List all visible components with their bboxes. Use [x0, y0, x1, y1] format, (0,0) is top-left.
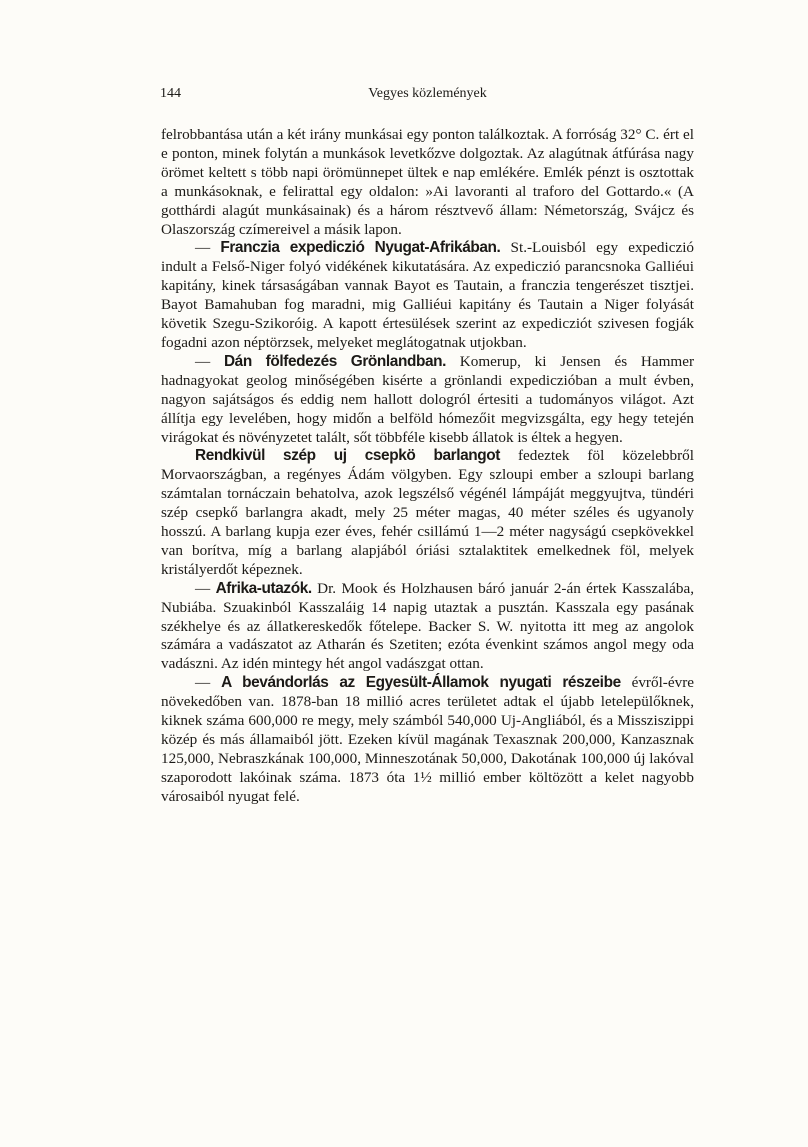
paragraph-africa-travellers	[161, 580, 694, 675]
paragraph-dash: —	[195, 579, 216, 597]
paragraph-immigration	[161, 674, 694, 806]
paragraph-text: felrobbantása után a két irány munkásai egy ponton találkoztak. A forróság 32° C. ért el e ponton, minek folytán a munkások levetkőzve dolgoztak. Az alagútnak átfúrása nagy örömet keltett s több napi örömünnepet ültek e nap emlékére. Emlék pénzt is osztottak a munkásoknak, e felirattal egy oldalon: »Ai lavoranti al traforo del Gottardo.« (A gotthárdi alagút munkásainak) és a három résztvevő állam: Németország, Svájcz és Olaszország czímereivel a másik lapon.	[161, 126, 694, 238]
running-title: Vegyes közlemények	[368, 86, 487, 101]
paragraph-french-expedition	[161, 239, 694, 352]
paragraph-text: évről-évre növekedőben van. 1878-ban 18 millió acres területet adtak el újabb letelepülőknek, kiknek száma 600,000 re megy, mely számból 540,000 Uj-Angliából, és a Missziszippi közép és más államaiból jött. Ezeken kívül magának Texasznak 200,000, Kanzasznak 125,000, Nebraszkának 100,000, Minneszotának 50,000, Dakotának 100,000 új lakóval szaporodott lakóinak száma. 1873 óta 1½ millió ember költözött a kelet nagyobb városaiból nyugat felé.	[161, 674, 694, 805]
paragraph-tunnel	[161, 126, 694, 239]
article-body	[161, 126, 694, 807]
paragraph-cave	[161, 447, 694, 579]
page-number: 144	[160, 86, 181, 101]
section-heading: Rendkivül szép uj csepkö barlangot	[195, 447, 500, 465]
page-header	[160, 82, 695, 106]
paragraph-dash: —	[195, 352, 224, 370]
paragraph-text: Dr. Mook és Holzhausen báró január 2-án értek Kasszalába, Nubiába. Szuakinból Kasszaláig 14 napig utaztak a pusztán. Kasszala egy pasának székhelye és az állatkereskedők főtelepe. Backer S. W. nyitotta itt meg az angolok számára a vadászatot az Atharán és Szetiten; ezóta évenkint számos angol megy oda vadászni. Az idén mintegy hét angol vadászgat ottan.	[161, 579, 695, 673]
paragraph-text: Komerup, ki Jensen és Hammer hadnagyokat geolog minőségében kisérte a grönlandi expediczióban a mult évben, nagyon sajátságos és eddig nem hallott dologról értesiti a tudományos világot. Azt állítja egy levelében, hogy midőn a belföld hómezőit megvizsgálta, egy hegy tetején virágokat és növényzetet talált, sőt többféle kisebb állatok is éltek a hegyen.	[161, 352, 695, 446]
paragraph-greenland-discovery	[161, 353, 694, 448]
paragraph-dash: —	[195, 674, 222, 692]
paragraph-text: fedeztek föl közelebbről Morvaországban, a regényes Ádám völgyben. Egy szloupi ember a szloupi barlang számtalan tornáczain behatolva, azok legszélső végénél lámpáját meggyujtva, tündéri szép csepkő barlangra akadt, mely 25 méter magas, 40 méter széles és ugyanoly hosszú. A barlang kupja ezer éves, fehér csillámú 1—2 méter nagyságú csepkövekkel van borítva, míg a barlang alapjából óriási sztalaktitek emelkednek föl, melyek kristályerdőt képeznek.	[161, 447, 694, 578]
paragraph-dash: —	[195, 239, 221, 257]
section-heading: Franczia expediczió Nyugat-Afrikában.	[220, 239, 501, 257]
paragraph-text: St.-Louisból egy expediczió indult a Felső-Niger folyó vidékének kikutatására. Az expediczió parancsnoka Galliéui kapitány, kinek társaságában vannak Bayot es Tautain, a franczia tengerészet tisztjei. Bayot Bamahuban fog maradni, mig Galliéui kapitány és Tautain a Niger folyását követik Szegu-Szikoróig. A kapott értesülések szerint az expedicziót szivesen fogják fogadni azon néptörzsek, melyeket meglátogatnak utjokban.	[161, 239, 695, 351]
section-heading: Dán fölfedezés Grönlandban.	[223, 352, 446, 370]
section-heading: A bevándorlás az Egyesült-Államok nyugati részeibe	[221, 674, 621, 692]
section-heading: Afrika-utazók.	[215, 579, 312, 597]
